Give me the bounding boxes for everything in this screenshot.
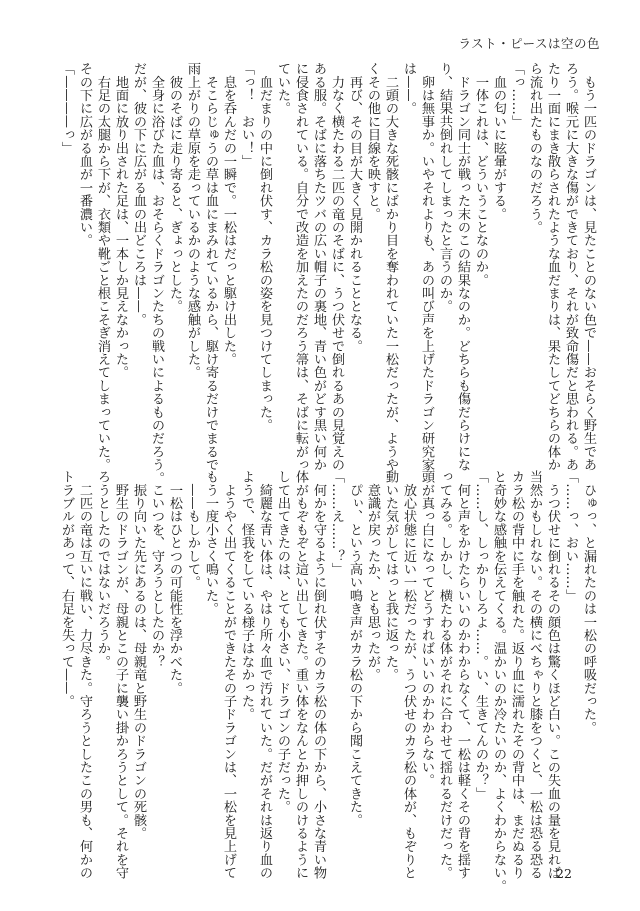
text-line: ようで、怪我をしている様子はなかった。 [239,470,254,721]
text-line: 一体これは、どういうことなのか。 [473,62,488,287]
text-line: 体がもぞもぞと這い出してきた。重い体をなんとか押しのけるように [293,470,308,880]
text-line: 一松はひとつの可能性を浮かべた。 [167,470,182,695]
text-line: ようやく出てくることができたその子ドラゴンは、一松を見上げて [221,470,236,880]
text-line: 当然かもしれない。その横にべちゃりと膝をつくと、一松は恐る恐る [527,470,542,880]
page-number: 22 [556,866,572,881]
text-line: 綺麗な青い体は、やはり所々血で汚れていた。だがそれは返り血の [257,470,272,880]
text-line: こいつを、守ろうとしたのか？ [149,470,164,668]
text-line: して出てきたのは、とても小さい、ドラゴンの子だった。 [275,470,290,814]
text-line: 何かを守るように倒れ伏すそのカラ松の体の下から、小さな青い物 [311,470,326,880]
text-line: 「————っ」 [59,62,74,155]
text-line: と奇妙な感触を伝えてくる。温かいのか冷たいのか、よくわからない。 [491,470,506,893]
text-line: カラ松の背中に手を触れた。返り血に濡れたその背中は、まだぬるり [509,470,524,880]
text-line: 血だまりの中に倒れ伏す、カラ松の姿を見つけてしまった。 [257,62,272,432]
text-line: その下に広がる血が一番濃い。 [77,62,92,247]
text-line: 放心状態に近い一松だったが、うつ伏せのカラ松の体が、もぞりと [401,470,416,880]
text-line: 二頭の大きな死骸にばかり目を奪われていた一松だったが、ようや [383,62,398,472]
text-line: もう一度小さく鳴いた。 [203,470,218,616]
text-line: 二匹の竜は互いに戦い、力尽きた。守ろうとしたこの男も、何かの [77,470,92,880]
text-line: 「……っ、おい……」 [563,470,578,602]
text-line: は——。 [401,62,416,115]
text-line: 再び、その目が大きく見開かれることとなる。 [347,62,362,353]
text-line: ろう。喉元に大きな傷ができており、それが致命傷だと思われる。あ [563,62,578,472]
text-line: トラブルがあって、右足を失って——。 [59,470,74,708]
text-line: ってみる。しかし、横たわる体がそれに合わせて揺れるだけだった。 [437,470,452,880]
text-line: 右足の太腿から下が、衣類や靴ごと根こそぎ消えてしまっていた。 [95,62,110,472]
text-line: 「っ……」 [509,62,524,128]
text-line: 全身に浴びた血は、おそらくドラゴンたちの戦いによるものだろう。 [149,62,164,485]
text-line: 「……え……？」 [329,470,344,576]
text-line: 意識が戻ったか、とも思ったが。 [365,470,380,682]
text-block-top [57,62,597,485]
text-line: ドラゴン同士が戦った末のこの結果なのか。どちらも傷だらけにな [455,62,470,472]
text-line: だが、彼の下に広がる血の出どころは——。 [131,62,146,326]
text-line: ある服。そばに落ちたツバの広い帽子の裏地、青い色がどす黒い何か [311,62,326,472]
text-line: ひゅっ、と漏れたのは一松の呼吸だった。 [581,470,596,734]
text-line: ろうとしたのではないだろうか。 [95,470,110,668]
text-line: 息を呑んだの一瞬で。一松はだっと駆け出した。 [221,62,236,366]
text-line: うつ伏せに倒れるその顔色は驚くほど白い。この失血の量を見れば [545,470,560,880]
text-line: たり一面にまき散らされたような血だまりは、果たしてどちらの体か [545,62,560,472]
text-line: 雨上がりの草原を走っているかのような感触がした。 [185,62,200,379]
text-line: に侵食されている。自分で改造を加えたのだろう箒は、そばに転がっ [293,62,308,472]
text-line: 振り向いた先にあるのは、母親竜と野生のドラゴンの死骸。 [131,470,146,840]
running-title: ラスト・ピースは空の色 [458,36,600,51]
text-line: そこらじゅうの草は血にまみれているから、駆け寄るだけでまるで [203,62,218,472]
text-line: くその他に目線を映すと。 [365,62,380,221]
text-line: 何と声をかけたらいいのかわからなくて、一松は軽くその背を揺す [455,470,470,880]
text-line: 頭が真っ白になってどうすればいいのかわからない。 [419,470,434,787]
text-line: ら流れ出たものなのだろう。 [527,62,542,234]
text-line: 動いた気がしてはっと我に返った。 [383,470,398,682]
text-line: ——もしかして。 [185,470,200,589]
text-line: もう一匹のドラゴンは、見たことのない色で——おそらく野生であ [581,62,596,472]
text-line: 地面に放り出された足は、一本しか見えなかった。 [113,62,128,379]
text-line: 「っ！ おい！」 [239,62,254,168]
text-line: ていた。 [275,62,290,115]
text-line: 卵は無事か。いやそれよりも、あの叫び声を上げたドラゴン研究家 [419,62,434,472]
text-line: 力なく横たわる二匹の竜のそばに、うつ伏せで倒れるあの見覚えの [329,62,344,472]
text-line: ぴぃ、という高い鳴き声がカラ松の下から聞こえてきた。 [347,470,362,827]
text-line: 彼のそばに走り寄ると、ぎょっとした。 [167,62,182,313]
text-line: 血の匂いに眩暈がする。 [491,62,506,221]
text-line: 「……し、しっかりしろよ……。い、生きてんのか？」 [473,470,488,800]
text-line: 野生のドラゴンが、母親とこの子に襲い掛かろうとして。それを守 [113,470,128,880]
text-line: り、結果共倒れしてしまったと言うのか。 [437,62,452,313]
